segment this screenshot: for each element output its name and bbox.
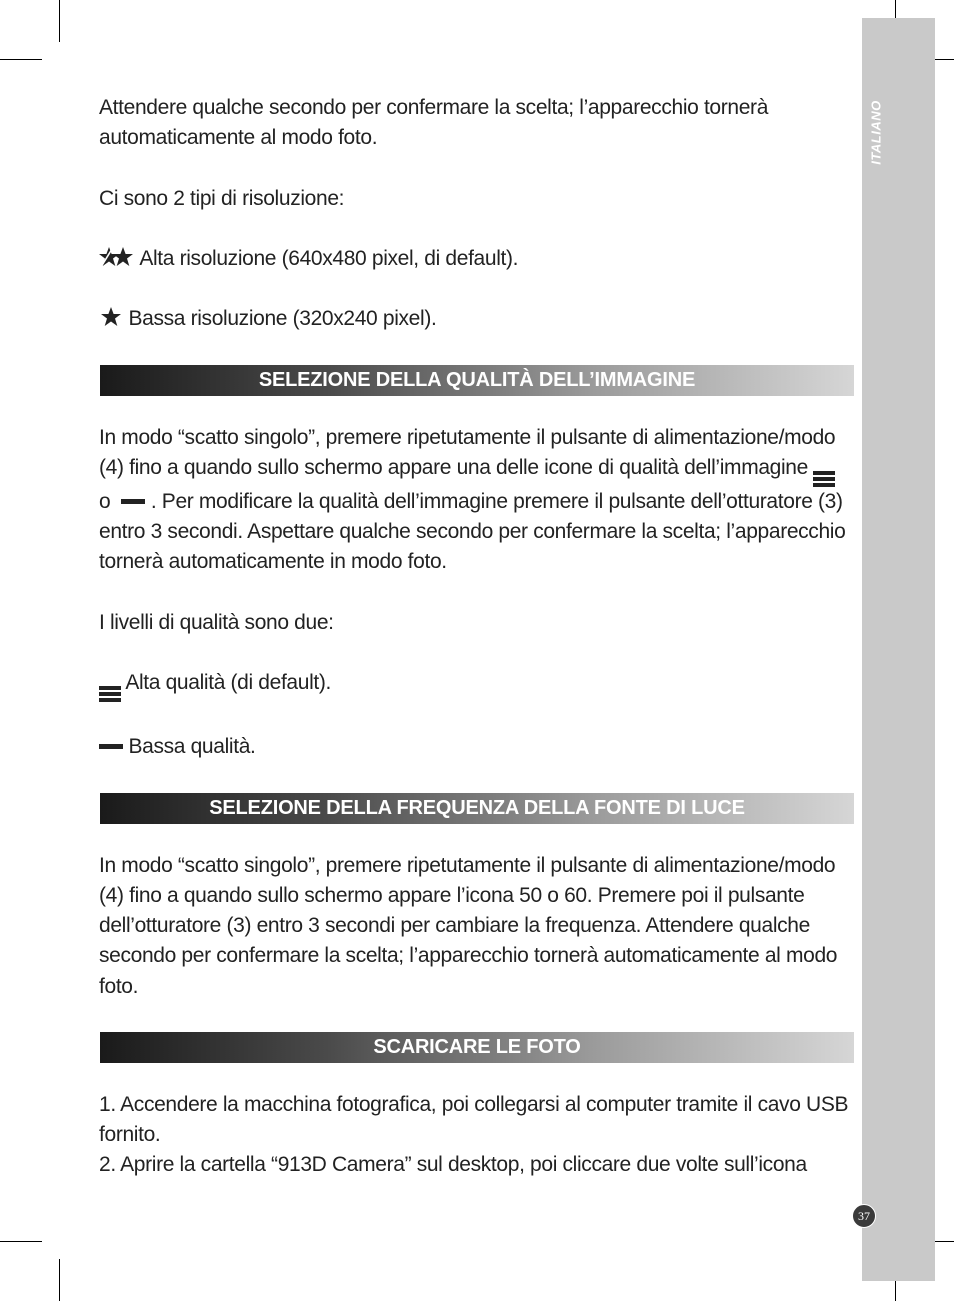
three-bars-icon xyxy=(99,686,121,702)
paragraph: In modo “scatto singolo”, premere ripetutamente il pulsante di alimentazione/modo (4) fino a quando sullo schermo appare una delle icone di qualità dell’immagine o . Per modificare la qualità dell’immagine premere il pulsante dell’otturatore (3) entro 3 secondi. Aspettare qualche secondo per confermare la scelta; l’apparecchio tornerà automaticamente in modo foto. xyxy=(99,425,846,574)
section-heading-download: SCARICARE LE FOTO xyxy=(100,1032,854,1063)
paragraph: I livelli di qualità sono due: xyxy=(99,610,334,634)
one-bar-icon xyxy=(121,499,145,504)
double-star-icon xyxy=(99,246,135,268)
low-res-text: Bassa risoluzione (320x240 pixel). xyxy=(128,307,437,331)
page-number: 37 xyxy=(852,1204,876,1228)
high-quality-text: Alta qualità (di default). xyxy=(125,671,332,695)
paragraph: In modo “scatto singolo”, premere ripetutamente il pulsante di alimentazione/modo (4) fino a quando sullo schermo appare l’icona 50 o 60. Premere poi il pulsante dell’otturatore (3) entro 3 secondi per cambiare la frequenza. Attendere qualche secondo per confermare la scelta; l’apparecchio tornerà automaticamente al modo foto. xyxy=(99,853,838,998)
paragraph: Ci sono 2 tipi di risoluzione: xyxy=(99,186,345,210)
list-item: 2. Aprire la cartella “913D Camera” sul desktop, poi cliccare due volte sull’icona xyxy=(99,1153,807,1177)
section-heading-frequency: SELEZIONE DELLA FREQUENZA DELLA FONTE DI LUCE xyxy=(100,793,854,824)
low-quality-text: Bassa qualità. xyxy=(128,735,256,759)
language-sidebar xyxy=(862,18,935,1281)
list-item xyxy=(99,668,851,702)
paragraph: Attendere qualche secondo per confermare la scelta; l’apparecchio tornerà automaticamente al modo foto. xyxy=(99,96,769,150)
crop-mark xyxy=(0,59,42,60)
three-bars-icon xyxy=(813,471,835,487)
page-content xyxy=(99,93,851,1181)
section-heading-quality: SELEZIONE DELLA QUALITÀ DELL’IMMAGINE xyxy=(100,365,854,396)
one-bar-icon xyxy=(99,744,123,749)
list-item xyxy=(99,732,851,762)
list-item: 1. Accendere la macchina fotografica, poi collegarsi al computer tramite il cavo USB fornito. xyxy=(99,1092,849,1147)
crop-mark xyxy=(59,0,60,42)
list-item xyxy=(99,244,851,274)
crop-mark xyxy=(59,1259,60,1301)
star-icon xyxy=(99,306,123,328)
high-res-text: Alta risoluzione (640x480 pixel, di default). xyxy=(139,246,519,270)
list-item xyxy=(99,304,851,334)
crop-mark xyxy=(0,1241,42,1242)
language-label: ITALIANO xyxy=(868,99,884,165)
